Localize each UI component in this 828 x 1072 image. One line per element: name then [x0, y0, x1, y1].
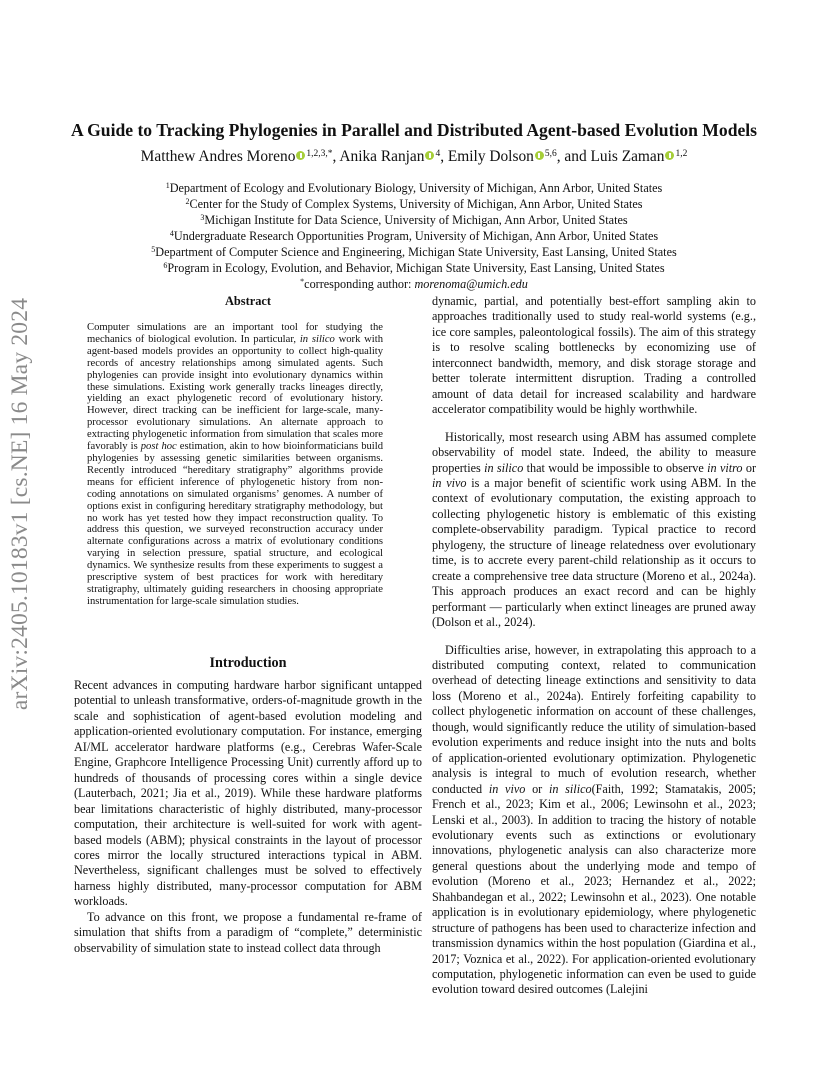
author-affiliation-marker: 4	[435, 149, 441, 159]
corresponding-marker: *	[300, 277, 305, 286]
introduction-heading: Introduction	[209, 655, 287, 671]
author-separator: , and	[556, 148, 591, 165]
abstract-heading: Abstract	[224, 294, 272, 308]
paragraph-italic: in silico	[548, 781, 592, 796]
paragraph-italic: in silico	[484, 460, 524, 475]
paragraph-segment: is a major benefit of scientific work using ABM. In the context of evolutionary computation, the existing approach to collecting phylogenetic history is emblematic of this existing complete-observability paradigm. Typical practice to record phylogeny, the structure of lineage relatedness over evolutionary time, is to accrete every parent-child relationship as it occurs to create a comprehensive tree data structure (Moreno et al., 2024a). This approach produces an exact record and can be highly performant — particularly when extinct lineages are pruned away (Dolson et al., 2024).	[432, 475, 757, 630]
abstract-segment: work with agent-based models provides an opportunity to collect high-quality records of ancestry relationships among simulated agents. Such phylogenies can provide insight into evolutionary dynamics within these simulations. Existing work generally tracks lineages directly, yielding an exact phylogenetic record of evolutionary history. However, direct tracking can be inefficient for large-scale, many-processor evolutionary simulations. An alternate approach to extracting phylogenetic information from simulation that scales more favorably is	[87, 333, 383, 453]
paragraph-italic: in vivo	[432, 475, 467, 490]
abstract-italic: in silico	[299, 333, 335, 345]
affiliation-text: Michigan Institute for Data Science, University of Michigan, Ann Arbor, United States	[204, 213, 628, 227]
introduction-body	[74, 678, 422, 956]
corresponding-email[interactable]: morenoma@umich.edu	[414, 277, 528, 291]
orcid-icon[interactable]	[535, 151, 544, 160]
author-name: Anika Ranjan	[339, 148, 425, 165]
affiliation	[60, 228, 768, 244]
orcid-icon[interactable]	[665, 151, 674, 160]
arxiv-identifier: arXiv:2405.10183v1 [cs.NE] 16 May 2024	[6, 297, 33, 711]
paragraph-segment: (Faith, 1992; Stamatakis, 2005; French et al., 2023; Kim et al., 2006; Lewinsohn et al., 2023; Lenski et al., 2003). In addition to tracing the history of notable evolutionary events such as extinctions or evolutionary innovations, phylogenetic analysis can also characterize more general questions about the underlying mode and tempo of evolution (Moreno et al., 2023; Hernandez et al., 2022; Shahbandegan et al., 2022; Lewinsohn et al., 2023). One notable application is in evolutionary epidemiology, where phylogenetic structure of pathogens has been used to characterize infection and transmission dynamics within the host population (Giardina et al., 2017; Voznica et al., 2022). For application-oriented evolutionary computation, phylogenetic information can even be used to guide evolution toward desired outcomes (Lalejini	[432, 781, 756, 997]
orcid-icon[interactable]	[425, 151, 434, 160]
corresponding-label: corresponding author:	[304, 277, 415, 291]
affiliation-number: 4	[169, 229, 174, 238]
affiliation	[60, 212, 768, 228]
paragraph	[432, 643, 756, 998]
paragraph-segment: Historically, most research using ABM has assumed complete observability of model state. Indeed, the ability to measure properties	[432, 429, 756, 475]
abstract-segment: estimation, akin to how bioinformaticians build phylogenies by assessing genetic similarities between organisms. Recently introduced “hereditary stratigraphy” algorithms provide means for efficient inference of phylogenetic history from non-coding annotations on simulated organisms’ genomes. A number of options exist in configuring hereditary stratigraphy methodology, but no work has yet tested how they impact reconstruction quality. To address this question, we surveyed reconstruction accuracy under alternate configurations across a matrix of evolutionary conditions varying in selection pressure, spatial structure, and ecological dynamics. We synthesize results from these experiments to suggest a prescriptive system of best practices for work with hereditary stratigraphy, ultimately guiding researchers in choosing appropriate instrumentation for large-scale simulation studies.	[87, 441, 383, 607]
affiliation-number: 5	[151, 245, 156, 254]
orcid-icon[interactable]	[296, 151, 305, 160]
affiliation	[60, 244, 768, 260]
affiliation-text: Department of Computer Science and Engineering, Michigan State University, East Lansing, United States	[155, 245, 677, 259]
abstract-italic: post hoc	[140, 441, 177, 453]
paragraph	[432, 430, 756, 631]
affiliation-text: Undergraduate Research Opportunities Program, University of Michigan, Ann Arbor, United States	[173, 229, 659, 243]
affiliation-number: 3	[200, 213, 205, 222]
corresponding-author	[60, 276, 768, 292]
author-separator: ,	[440, 148, 448, 165]
affiliation-text: Program in Ecology, Evolution, and Behavior, Michigan State University, East Lansing, United States	[167, 261, 665, 275]
affiliation-number: 6	[163, 261, 168, 270]
affiliation-text: Department of Ecology and Evolutionary Biology, University of Michigan, Ann Arbor, United States	[169, 181, 663, 195]
author-name: Matthew Andres Moreno	[140, 148, 296, 165]
paragraph: Recent advances in computing hardware harbor significant untapped potential to unleash transformative, orders-of-magnitude growth in the scale and sophistication of agent-based evolution modeling and application-oriented evolutionary computation. For instance, emerging AI/ML accelerator hardware platforms (e.g., Cerebras Wafer-Scale Engine, Graphcore Intelligence Processing Unit) currently afford up to hundreds of thousands of processing cores within a single device (Lauterbach, 2021; Jia et al., 2019). While these hardware platforms bear limitations characteristic of highly distributed, many-processor computation, their architecture is well-suited for work with agent-based models (ABM); physical constraints in the layout of processor cores mirror the locally structured interactions typical in ABM. Nevertheless, significant challenges must be solved to effectively harness highly distributed, many-processor computation for ABM workloads.	[74, 678, 422, 909]
author-affiliation-marker: 5,6	[544, 149, 557, 159]
affiliation	[60, 196, 768, 212]
author-separator: ,	[332, 148, 340, 165]
paragraph-segment: that would be impossible to observe	[523, 460, 708, 475]
author-name: Emily Dolson	[447, 148, 534, 165]
author-affiliation-marker: 1,2,3,*	[306, 149, 333, 159]
author-list	[60, 148, 768, 166]
abstract-text	[87, 322, 383, 608]
author-name: Luis Zaman	[590, 148, 665, 165]
author-affiliation-marker: 1,2	[675, 149, 688, 159]
paragraph-italic: in vivo	[488, 781, 526, 796]
paragraph-italic: in vitro	[707, 460, 743, 475]
affiliation-number: 2	[185, 197, 190, 206]
affiliation-list	[60, 180, 768, 292]
paragraph-segment: Difficulties arise, however, in extrapolating this approach to a distributed computing context, related to communication overhead of detecting lineage extinctions and sensitivity to data loss (Moreno et al., 2024a). Entirely forfeiting capability to collect phylogenetic information on account of these challenges, though, would significantly reduce the utility of simulation-based evolution experiments and reduce insight into the nuts and bolts of application-oriented evolutionary optimization. Phylogenetic analysis is integral to much of evolution research, whether conducted	[432, 642, 756, 796]
paragraph-segment: or	[742, 460, 757, 475]
affiliation-text: Center for the Study of Complex Systems, University of Michigan, Ann Arbor, United States	[189, 197, 643, 211]
affiliation	[60, 260, 768, 276]
affiliation-number: 1	[165, 181, 170, 190]
abstract-segment: Computer simulations are an important tool for studying the mechanics of biological evolution. In particular,	[87, 322, 383, 345]
paper-title: A Guide to Tracking Phylogenies in Parallel and Distributed Agent-based Evolution Models	[70, 120, 758, 140]
paragraph: To advance on this front, we propose a fundamental re-frame of simulation that shifts from a paradigm of “complete,” deterministic observability of simulation state to instead collect data through	[74, 909, 422, 955]
paragraph: dynamic, partial, and potentially best-effort sampling akin to approaches traditionally used to study real-world systems (e.g., ice core samples, paleontological fossils). The aim of this strategy is to resolve scaling bottlenecks by economizing use of interconnect bandwidth, memory, and disk storage storage and better tolerate intermittent disruption. Trading a controlled amount of data detail for increased scalability and hardware accelerator compatibility would be highly worthwhile.	[432, 294, 756, 417]
affiliation	[60, 180, 768, 196]
right-column-body	[432, 294, 756, 998]
paragraph-segment: or	[525, 781, 549, 796]
